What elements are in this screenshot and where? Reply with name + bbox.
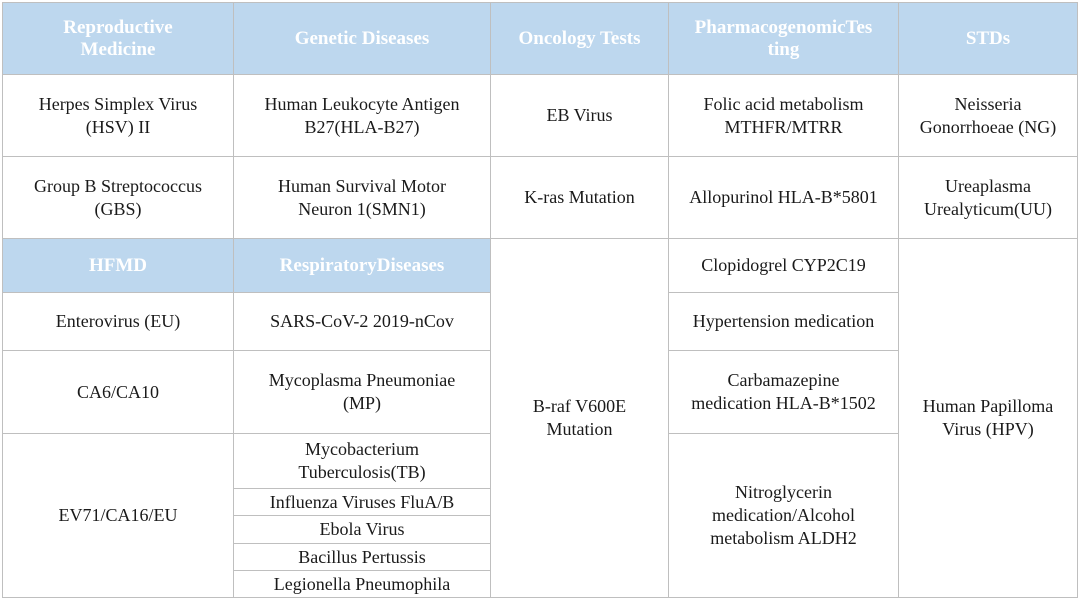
pharmaco-item-clopidogrel: [668, 238, 899, 293]
oncology-item-k-ras: [490, 156, 669, 239]
reproductive-item-gbs: [2, 156, 234, 239]
reproductive-item-gbs-label: Group B Streptococcus (GBS): [34, 175, 202, 219]
respiratory-item-mp-label: Mycoplasma Pneumoniae (MP): [268, 370, 456, 413]
respiratory-item-tb: [233, 433, 491, 489]
hfmd-item-enterovirus: [2, 292, 234, 351]
pharmaco-item-mthfr: [668, 74, 899, 157]
header-oncology-tests-label: Oncology Tests: [518, 27, 641, 49]
header-stds-label: STDs: [965, 27, 1011, 49]
header-genetic-diseases: [233, 2, 491, 75]
stds-item-hpv-label: Human Papilloma Virus (HPV): [922, 396, 1054, 439]
hfmd-item-ca6-ca10-label: CA6/CA10: [76, 381, 159, 402]
respiratory-item-sars-cov-2-label: SARS-CoV-2 2019-nCov: [270, 311, 454, 331]
respiratory-item-legionella-label: Legionella Pneumophila: [273, 573, 451, 594]
header-reproductive-medicine-label: Reproductive Medicine: [63, 16, 173, 60]
header-pharmacogenomic-testing-label: PharmacogenomicTes ting: [694, 16, 873, 60]
header-pharmacogenomic-testing: [668, 2, 899, 75]
header-respiratory-diseases: [233, 238, 491, 293]
respiratory-item-ebola: [233, 515, 491, 544]
reproductive-item-hsv-label: Herpes Simplex Virus (HSV) II: [38, 93, 198, 137]
genetic-item-hla-b27: [233, 74, 491, 157]
pharmaco-item-clopidogrel-label: Clopidogrel CYP2C19: [701, 255, 866, 275]
respiratory-item-legionella: [233, 570, 491, 598]
hfmd-item-ev71-label: EV71/CA16/EU: [58, 505, 178, 525]
respiratory-item-mp: [233, 350, 491, 434]
respiratory-item-pertussis: [233, 543, 491, 571]
pharmaco-item-mthfr-label: Folic acid metabolism MTHFR/MTRR: [703, 93, 864, 137]
respiratory-item-pertussis-label: Bacillus Pertussis: [298, 546, 426, 567]
header-hfmd-label: HFMD: [88, 254, 148, 276]
header-stds: [898, 2, 1078, 75]
genetic-item-hla-b27-label: Human Leukocyte Antigen B27(HLA-B27): [264, 93, 460, 137]
oncology-item-k-ras-label: K-ras Mutation: [524, 187, 635, 207]
pharmaco-item-nitroglycerin-label: Nitroglycerin medication/Alcohol metabolism ALDH2: [710, 482, 857, 548]
pharmaco-item-allopurinol-label: Allopurinol HLA-B*5801: [689, 187, 878, 207]
oncology-item-b-raf: [490, 238, 669, 598]
stds-item-hpv: [898, 238, 1078, 598]
pharmaco-item-carbamazepine: [668, 350, 899, 434]
stds-item-ng: [898, 74, 1078, 157]
respiratory-item-tb-label: Mycobacterium Tuberculosis(TB): [298, 439, 426, 482]
header-genetic-diseases-label: Genetic Diseases: [294, 27, 430, 49]
pharmaco-item-carbamazepine-label: Carbamazepine medication HLA-B*1502: [691, 370, 876, 413]
hfmd-item-ev71: [2, 433, 234, 598]
stds-item-uu: [898, 156, 1078, 239]
respiratory-item-ebola-label: Ebola Virus: [319, 519, 405, 539]
genetic-item-smn1-label: Human Survival Motor Neuron 1(SMN1): [278, 175, 446, 219]
respiratory-item-sars-cov-2: [233, 292, 491, 351]
header-oncology-tests: [490, 2, 669, 75]
oncology-item-b-raf-label: B-raf V600E Mutation: [532, 396, 627, 439]
hfmd-item-ca6-ca10: [2, 350, 234, 434]
stds-item-ng-label: Neisseria Gonorrhoeae (NG): [919, 93, 1057, 137]
respiratory-item-influenza-label: Influenza Viruses FluA/B: [269, 491, 455, 512]
genetic-item-smn1: [233, 156, 491, 239]
stds-item-uu-label: Ureaplasma Urealyticum(UU): [924, 175, 1052, 219]
pharmaco-item-allopurinol: [668, 156, 899, 239]
hfmd-item-enterovirus-label: Enterovirus (EU): [55, 311, 181, 331]
oncology-item-eb-virus: [490, 74, 669, 157]
header-hfmd: [2, 238, 234, 293]
header-respiratory-diseases-label: RespiratoryDiseases: [279, 254, 445, 276]
pharmaco-item-nitroglycerin: [668, 433, 899, 598]
pharmaco-item-hypertension-label: Hypertension medication: [692, 311, 875, 331]
oncology-item-eb-virus-label: EB Virus: [546, 105, 613, 125]
header-reproductive-medicine: [2, 2, 234, 75]
reproductive-item-hsv: [2, 74, 234, 157]
pharmaco-item-hypertension: [668, 292, 899, 351]
respiratory-item-influenza: [233, 488, 491, 516]
